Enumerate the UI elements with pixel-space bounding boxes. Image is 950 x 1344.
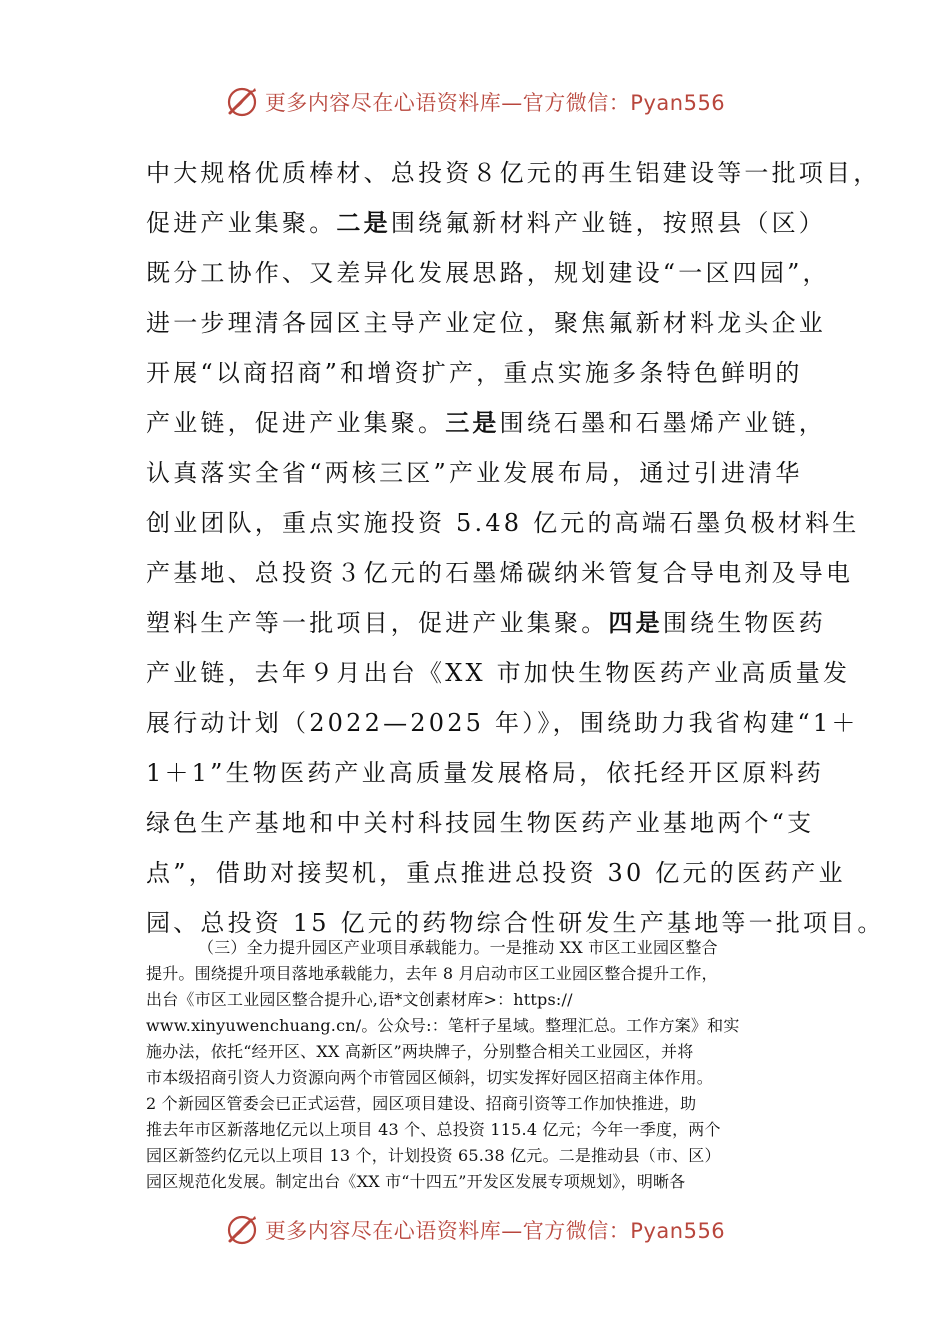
text-line: [146, 398, 826, 448]
text-segment: 围绕石墨和石墨烯产业链，: [499, 409, 827, 437]
text-line: [146, 148, 881, 198]
text-segment: 中大规格优质棒材、总投资８亿元的再生铝建设等一批项目，: [146, 159, 881, 187]
text-line: 市本级招商引资人力资源向两个市管园区倾斜，切实发挥好园区招商主体作用。: [146, 1068, 714, 1087]
bold-keyword: 三是: [445, 408, 500, 437]
text-line: 园区新签约亿元以上项目 13 个，计划投资 65.38 亿元。二是推动县（市、区）: [146, 1146, 721, 1165]
text-line: 提升。围绕提升项目落地承载能力，去年 8 月启动市区工业园区整合提升工作，: [146, 964, 718, 983]
text-segment: 绿色生产基地和中关村科技园生物医药产业基地两个“支: [146, 809, 815, 837]
body-paragraph-small: [146, 935, 811, 1195]
footer-watermark-banner: [0, 1210, 950, 1250]
text-segment: 产业链，去年９月出台《XX 市加快生物医药产业高质量发: [146, 659, 851, 687]
text-line: [146, 698, 859, 748]
text-line: [146, 448, 826, 498]
text-segment: 认真落实全省“两核三区”产业发展布局，通过引进清华: [146, 459, 803, 487]
text-line: [146, 348, 826, 398]
text-segment: 1＋1”生物医药产业高质量发展格局，依托经开区原料药: [146, 759, 825, 787]
text-line: [146, 748, 826, 798]
text-segment: 园、总投资 15 亿元的药物综合性研发生产基地等一批项目。: [146, 909, 885, 937]
text-line: [146, 848, 846, 898]
text-segment: 围绕生物医药: [662, 609, 827, 637]
text-line: [146, 198, 826, 248]
text-segment: 围绕氟新材料产业链，按照县（区）: [390, 209, 827, 237]
text-line: www.xinyuwenchuang.cn/。公众号:：笔杆子星域。整理汇总。工作方案》和实: [146, 1016, 740, 1035]
text-segment: 促进产业集聚。: [146, 209, 337, 237]
bold-keyword: 四是: [608, 608, 663, 637]
text-segment: 既分工协作、又差异化发展思路，规划建设“一区四园”，: [146, 259, 830, 287]
text-segment: 创业团队，重点实施投资 5.48 亿元的高端石墨负极材料生: [146, 509, 860, 537]
text-line: 2 个新园区管委会已正式运营，园区项目建设、招商引资等工作加快推进，助: [146, 1094, 697, 1113]
text-line: [146, 298, 826, 348]
text-line: [146, 548, 854, 598]
text-line: [146, 598, 826, 648]
banner-text: 更多内容尽在心语资料库—官方微信：Pyan556: [264, 91, 726, 115]
banner-text: 更多内容尽在心语资料库—官方微信：Pyan556: [264, 1219, 726, 1243]
pen-logo-icon: [225, 1213, 259, 1247]
text-segment: 开展“以商招商”和增资扩产，重点实施多条特色鲜明的: [146, 359, 803, 387]
text-line: 出台《市区工业园区整合提升心,语*文创素材库>：https://: [146, 990, 573, 1009]
text-line: （三）全力提升园区产业项目承载能力。一是推动 XX 市区工业园区整合: [198, 938, 718, 957]
text-line: [146, 498, 860, 548]
text-segment: 产基地、总投资３亿元的石墨烯碳纳米管复合导电剂及导电: [146, 559, 854, 587]
text-segment: 点”，借助对接契机，重点推进总投资 30 亿元的医药产业: [146, 859, 846, 887]
pen-logo-icon: [225, 85, 259, 119]
bold-keyword: 二是: [336, 208, 391, 237]
header-watermark-banner: [0, 82, 950, 122]
text-segment: 进一步理清各园区主导产业定位，聚焦氟新材料龙头企业: [146, 309, 826, 337]
text-line: [146, 798, 826, 848]
text-line: [146, 248, 830, 298]
text-segment: 展行动计划（2022—2025 年）》，围绕助力我省构建“1＋: [146, 709, 859, 737]
body-paragraph-large: [146, 148, 885, 948]
text-line: 施办法，依托“经开区、XX 高新区”两块牌子，分别整合相关工业园区，并将: [146, 1042, 694, 1061]
text-segment: 产业链，促进产业集聚。: [146, 409, 446, 437]
text-segment: 塑料生产等一批项目，促进产业集聚。: [146, 609, 609, 637]
text-line: 园区规范化发展。制定出台《XX 市“十四五”开发区发展专项规划》，明晰各: [146, 1172, 686, 1191]
text-line: 推去年市区新落地亿元以上项目 43 个、总投资 115.4 亿元；今年一季度，两个: [146, 1120, 721, 1139]
text-line: [146, 648, 851, 698]
